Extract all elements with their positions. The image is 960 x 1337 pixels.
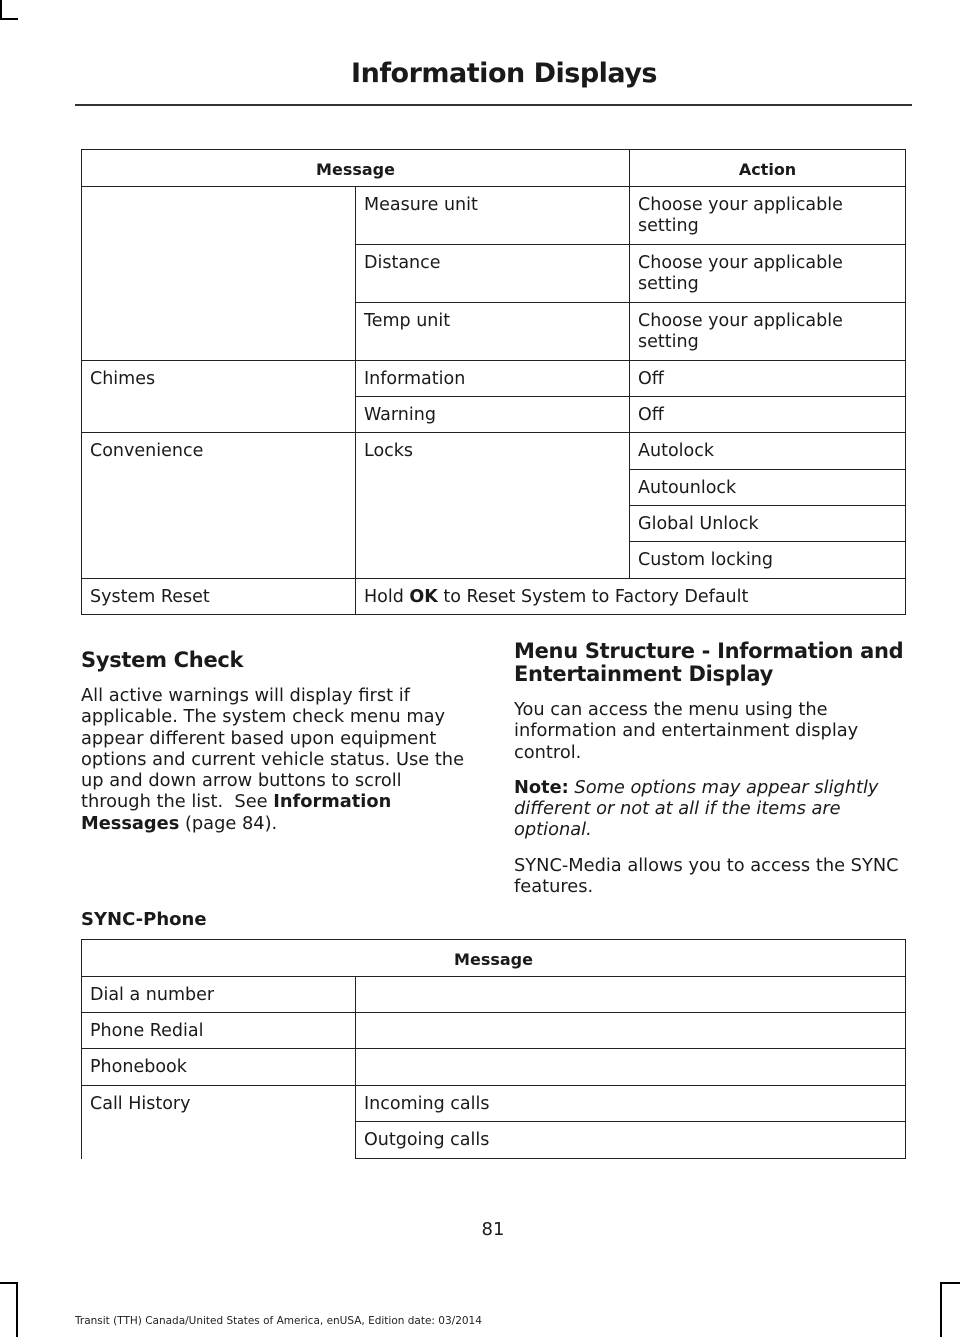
table-cell: Dial a number — [82, 977, 356, 1013]
table-cell-empty — [356, 1049, 906, 1086]
system-check-heading: System Check — [81, 648, 244, 672]
system-check-text: All active warnings will display first if applicable. The system check menu may appear different based upon equipment options and current vehicle status. Use the up and down arrow buttons to scroll through the list. See — [81, 685, 470, 813]
table-cell: Phone Redial — [82, 1013, 356, 1049]
table-row — [82, 1049, 906, 1086]
information-messages-link[interactable]: Information Messages — [81, 791, 392, 834]
table-cell-empty — [356, 977, 906, 1013]
page-footer: Transit (TTH) Canada/United States of America, enUSA, Edition date: 03/2014 — [75, 1315, 482, 1327]
table-row — [82, 579, 906, 615]
menu-structure-section — [514, 640, 934, 897]
table-cell: Distance — [356, 245, 630, 303]
table-row — [82, 1013, 906, 1049]
table-cell-group: Chimes — [82, 361, 356, 433]
table-cell: Outgoing calls — [356, 1122, 906, 1159]
table-cell: Warning — [356, 397, 630, 433]
sync-phone-table — [81, 939, 906, 1159]
table-cell: Autounlock — [630, 470, 906, 506]
ok-button-label: OK — [409, 587, 438, 607]
table-cell: Autolock — [630, 433, 906, 470]
menu-structure-para: You can access the menu using the information and entertainment display control. — [514, 699, 859, 763]
table-cell-group: Call History — [82, 1086, 356, 1159]
table-cell: Measure unit — [356, 187, 630, 245]
table-cell: Information — [356, 361, 630, 397]
note-paragraph — [514, 777, 899, 841]
table-row — [82, 187, 906, 245]
table-cell: Custom locking — [630, 542, 906, 579]
table-cell: Locks — [356, 433, 630, 579]
table-cell: Off — [630, 397, 906, 433]
menu-structure-heading: Menu Structure - Information and Entertainment Display — [514, 639, 904, 686]
column-header-message: Message — [82, 940, 906, 977]
table-row — [82, 977, 906, 1013]
table-row — [82, 433, 906, 470]
sync-phone-heading: SYNC-Phone — [81, 909, 207, 930]
crop-mark — [940, 1282, 942, 1337]
system-check-section — [81, 649, 473, 834]
reset-text-pre: Hold — [364, 587, 410, 607]
table-cell: Phonebook — [82, 1049, 356, 1086]
crop-mark — [16, 1282, 18, 1337]
reset-text-post: to Reset System to Factory Default — [437, 587, 749, 607]
table-cell — [356, 579, 906, 615]
table-cell: Choose your applicable setting — [630, 187, 906, 245]
system-check-body — [81, 685, 473, 834]
crop-mark — [940, 1282, 960, 1284]
table-header-row — [82, 150, 906, 187]
note-text: Some options may appear slightly different or not at all if the items are optional. — [514, 776, 879, 841]
crop-mark — [0, 18, 18, 20]
table-cell: Choose your applicable setting — [630, 303, 906, 361]
page-number: 81 — [481, 1219, 505, 1240]
settings-table — [81, 149, 906, 615]
table-cell: Off — [630, 361, 906, 397]
column-header-message: Message — [82, 150, 630, 187]
table-cell: Global Unlock — [630, 506, 906, 542]
column-header-action: Action — [630, 150, 906, 187]
crop-mark — [0, 0, 2, 18]
table-cell-group: Convenience — [82, 433, 356, 579]
table-cell: Choose your applicable setting — [630, 245, 906, 303]
table-cell: Temp unit — [356, 303, 630, 361]
page-title: Information Displays — [351, 58, 657, 89]
table-cell-empty — [82, 187, 356, 361]
header-rule — [75, 104, 912, 106]
table-cell-empty — [356, 1013, 906, 1049]
table-row — [82, 361, 906, 397]
table-row — [82, 1086, 906, 1122]
sync-media-para: SYNC-Media allows you to access the SYNC features. — [514, 854, 899, 898]
table-cell-group: System Reset — [82, 579, 356, 615]
page-reference: (page 84). — [179, 812, 278, 834]
note-label: Note: — [514, 776, 569, 798]
table-header-row — [82, 940, 906, 977]
table-cell: Incoming calls — [356, 1086, 906, 1122]
